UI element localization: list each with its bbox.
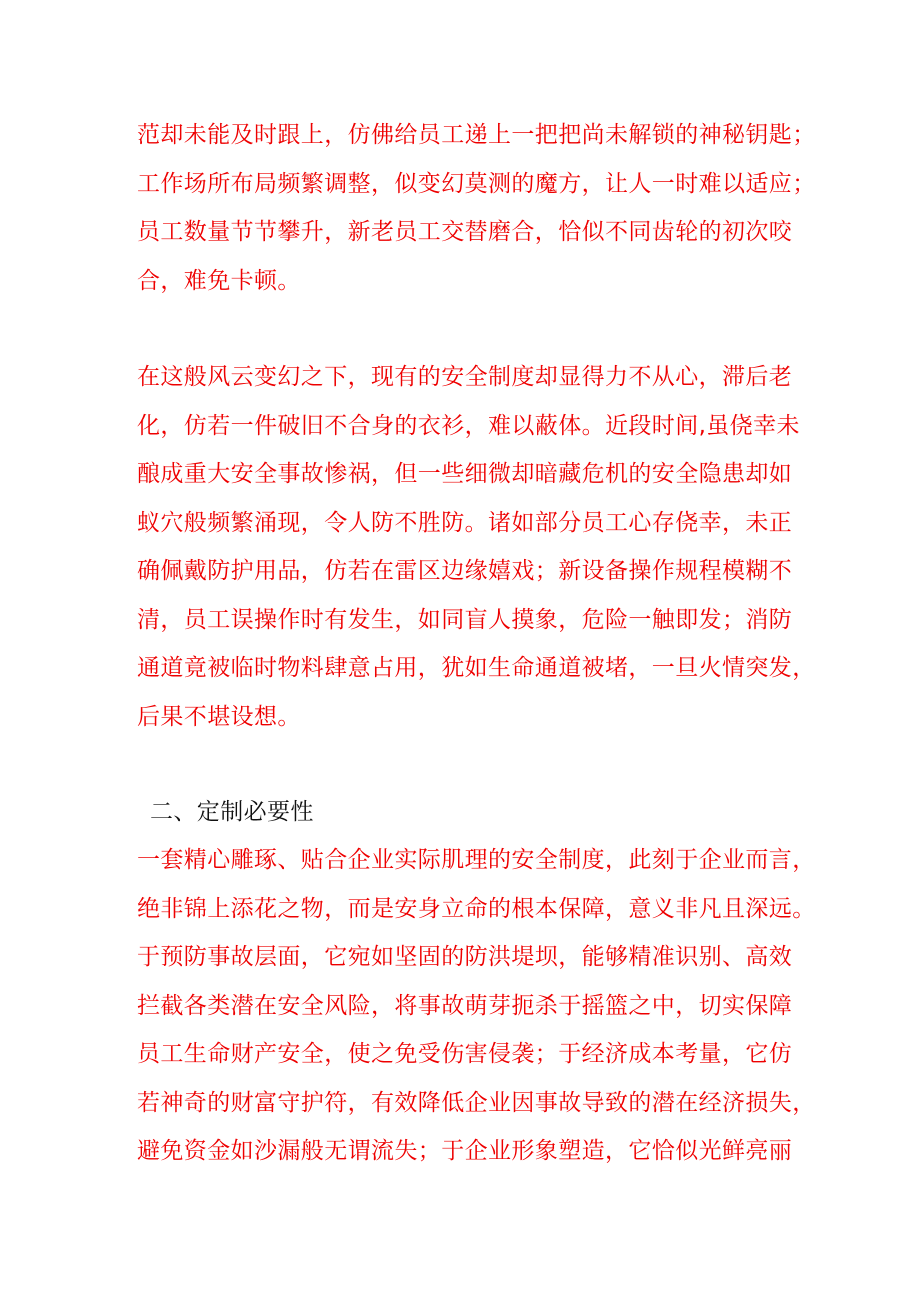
paragraph-3-line: 若神奇的财富守护符，有效降低企业因事故导致的潜在经济损失， — [137, 1089, 816, 1116]
paragraph-2-line: 蚁穴般频繁涌现，令人防不胜防。诸如部分员工心存侥幸，未正 — [137, 509, 793, 536]
paragraph-2-line: 通道竟被临时物料肆意占用，犹如生命通道被堵，一旦火情突发， — [137, 655, 816, 681]
paragraph-3-line: 拦截各类潜在安全风险，将事故萌芽扼杀于摇篮之中，切实保障 — [137, 992, 793, 1019]
paragraph-3-line: 于预防事故层面，它宛如坚固的防洪堤坝，能够精准识别、高效 — [137, 944, 793, 970]
paragraph-2 — [137, 353, 816, 741]
paragraph-2-line: 在这般风云变幻之下，现有的安全制度却显得力不从心，滞后老 — [137, 364, 793, 390]
paragraph-1 — [137, 111, 816, 305]
section-heading: 二、定制必要性 — [150, 799, 314, 825]
paragraph-3-line: 避免资金如沙漏般无谓流失；于企业形象塑造，它恰似光鲜亮丽 — [137, 1138, 793, 1164]
paragraph-2-line: 酿成重大安全事故惨祸，但一些细微却暗藏危机的安全隐患却如 — [137, 461, 793, 487]
paragraph-1-line: 工作场所布局频繁调整，似变幻莫测的魔方，让人一时难以适应； — [137, 170, 816, 197]
paragraph-2-line: 确佩戴防护用品，仿若在雷区边缘嬉戏；新设备操作规程模糊不 — [137, 558, 793, 584]
paragraph-1-line: 范却未能及时跟上，仿佛给员工递上一把把尚未解锁的神秘钥匙； — [137, 122, 816, 148]
paragraph-2-line: 清，员工误操作时有发生，如同盲人摸象，危险一触即发；消防 — [137, 606, 793, 633]
paragraph-2-line: 后果不堪设想。 — [137, 703, 301, 730]
paragraph-3-line: 一套精心雕琢、贴合企业实际肌理的安全制度，此刻于企业而言， — [137, 847, 816, 873]
paragraph-1-line: 合，难免卡顿。 — [137, 267, 301, 294]
paragraph-3-line: 员工生命财产安全，使之免受伤害侵袭；于经济成本考量，它仿 — [137, 1041, 793, 1067]
paragraph-3 — [137, 836, 816, 1176]
paragraph-3-line: 绝非锦上添花之物，而是安身立命的根本保障，意义非凡且深远。 — [137, 895, 816, 922]
paragraph-2-line: 化，仿若一件破旧不合身的衣衫，难以蔽体。近段时间,虽侥幸未 — [137, 412, 800, 439]
paragraph-1-line: 员工数量节节攀升，新老员工交替磨合，恰似不同齿轮的初次咬 — [137, 219, 793, 245]
